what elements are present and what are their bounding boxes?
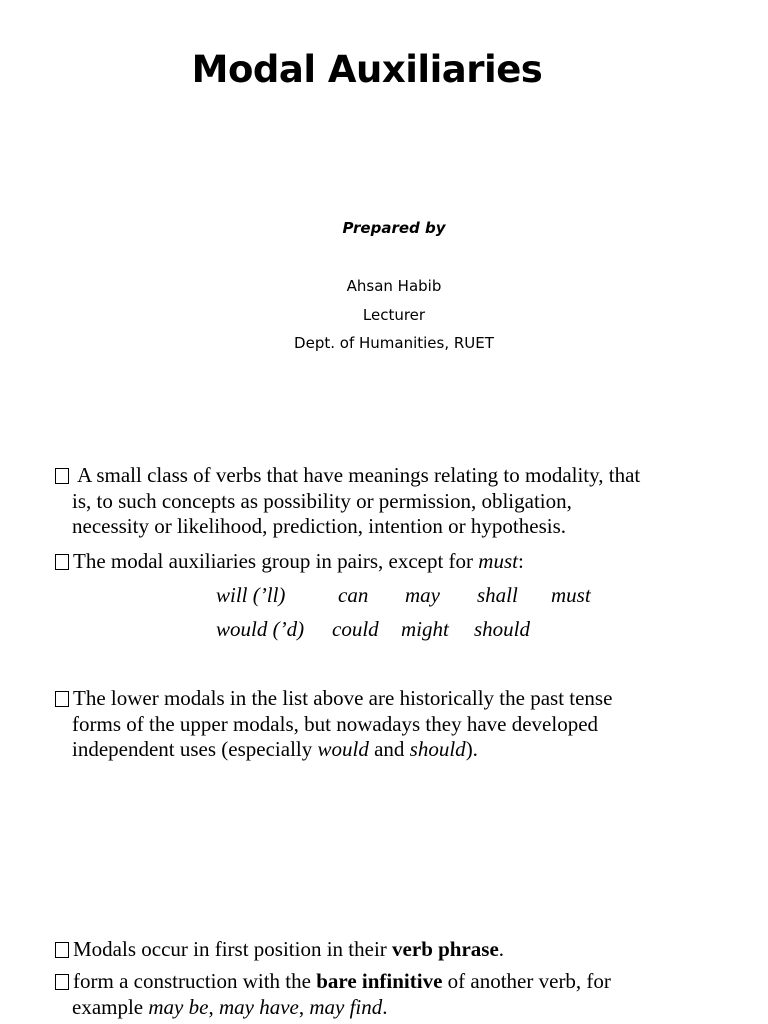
point-3-line-2: forms of the upper modals, but nowadays they have developed — [72, 711, 599, 736]
modal-lower-2: could — [332, 617, 379, 641]
bullet-icon — [55, 974, 69, 990]
sep-1: , — [208, 994, 219, 1019]
example-3: may find — [309, 994, 383, 1019]
sep-2: , — [298, 994, 310, 1019]
author-name: Ahsan Habib — [346, 277, 442, 295]
modal-lower-3: might — [401, 617, 449, 641]
point-5-end: . — [382, 994, 388, 1019]
modal-lower-1: would (’d) — [216, 617, 305, 641]
point-3-end: ). — [465, 737, 478, 761]
point-3-line-3 — [55, 737, 745, 763]
point-5-line-1-b: of another verb, for — [442, 969, 611, 993]
point-4-text: Modals occur in first position in their — [73, 937, 393, 961]
point-5 — [55, 969, 745, 1020]
point-5-strong: bare infinitive — [316, 969, 443, 993]
point-1-line-3: necessity or likelihood, prediction, intention or hypothesis. — [72, 514, 567, 538]
point-5-line-2-a: example — [72, 994, 149, 1019]
point-3-and: and — [368, 737, 410, 761]
page-title: Modal Auxiliaries — [191, 48, 543, 91]
point-2-tail: : — [517, 549, 524, 573]
point-3 — [55, 686, 745, 763]
point-5-line-2 — [55, 995, 745, 1021]
modal-upper-2: can — [338, 583, 369, 607]
point-4-strong: verb phrase — [392, 937, 499, 961]
point-3-emphasis-1: would — [317, 737, 369, 761]
point-3-line-3-text: independent uses (especially — [72, 737, 318, 761]
bullet-icon — [55, 942, 69, 958]
modal-upper-4: shall — [477, 583, 518, 607]
point-3-emphasis-2: should — [409, 737, 466, 761]
point-2-text: The modal auxiliaries group in pairs, except for — [73, 549, 479, 573]
bullet-icon — [55, 691, 69, 707]
point-2 — [55, 549, 745, 575]
point-1-line-1: A small class of verbs that have meanings relating to modality, that — [73, 463, 641, 487]
prepared-by-label: Prepared by — [342, 219, 446, 237]
modal-upper-5: must — [551, 583, 591, 607]
point-2-emphasis: must — [478, 549, 518, 573]
modal-upper-3: may — [405, 583, 440, 607]
author-role: Lecturer — [362, 306, 426, 324]
point-1-line-2: is, to such concepts as possibility or permission, obligation, — [72, 488, 572, 513]
modal-upper-1: will (’ll) — [216, 583, 286, 607]
bullet-icon — [55, 468, 69, 484]
point-1 — [55, 463, 745, 540]
point-4 — [55, 937, 745, 963]
example-2: may have — [218, 994, 299, 1019]
bullet-icon — [55, 554, 69, 570]
point-4-tail: . — [498, 937, 505, 961]
modal-lower-4: should — [474, 617, 531, 641]
author-dept: Dept. of Humanities, RUET — [294, 334, 494, 352]
point-5-line-1-a: form a construction with the — [73, 969, 317, 993]
example-1: may be — [148, 994, 209, 1019]
point-3-line-1: The lower modals in the list above are historically the past tense — [73, 686, 613, 710]
